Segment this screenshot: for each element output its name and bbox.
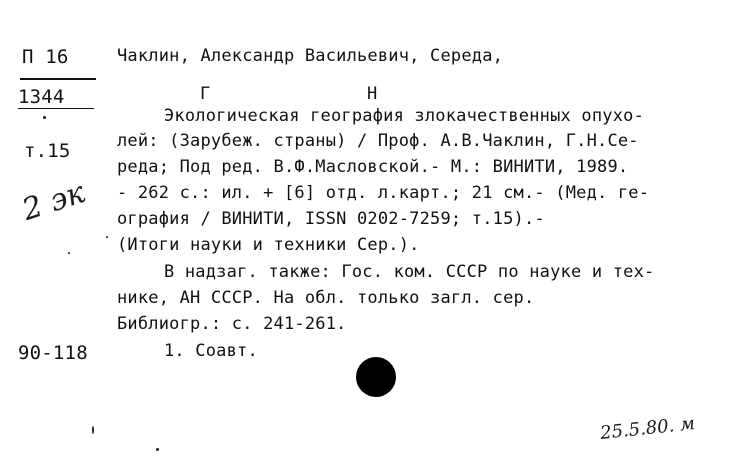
author-initial-n: Н bbox=[367, 84, 378, 104]
entry-line: - 262 с.: ил. + [6] отд. л.карт.; 21 см.- (Мед. ге- bbox=[117, 183, 650, 203]
scan-speck bbox=[156, 448, 159, 451]
call-number-underline bbox=[18, 108, 94, 109]
handwritten-price: 25.5.80. м bbox=[599, 413, 696, 444]
card-punch-hole bbox=[356, 357, 396, 397]
entry-line: реда; Под ред. В.Ф.Масловской.- М.: ВИНИТИ, 1989. bbox=[117, 157, 629, 177]
entry-line: Библиогр.: с. 241-261. bbox=[117, 314, 347, 334]
scan-speck bbox=[68, 252, 70, 254]
entry-line: нике, АН СССР. На обл. только загл. сер. bbox=[117, 288, 535, 308]
author-initial-g: Г bbox=[200, 84, 211, 104]
entry-line: В надзаг. также: Гос. ком. СССР по науке и тех- bbox=[164, 262, 655, 282]
tracing-line: 1. Соавт. bbox=[164, 341, 258, 361]
shelf-mark: П 16 bbox=[22, 46, 69, 68]
call-number: 1344 bbox=[18, 86, 65, 108]
handwritten-copies: 2 эк bbox=[18, 175, 90, 228]
volume-number: т.15 bbox=[24, 140, 71, 162]
scan-speck bbox=[106, 236, 108, 238]
entry-line: ография / ВИНИТИ, ISSN 0202-7259; т.15).- bbox=[117, 209, 545, 229]
scan-speck bbox=[43, 116, 46, 119]
entry-line: лей: (Зарубеж. страны) / Проф. А.В.Чаклин, Г.Н.Се- bbox=[117, 131, 639, 151]
author-heading: Чаклин, Александр Васильевич, Середа, bbox=[117, 46, 504, 66]
call-number-divider bbox=[20, 78, 96, 80]
accession-number: 90-118 bbox=[18, 342, 88, 364]
scan-speck bbox=[92, 426, 94, 434]
entry-line: (Итоги науки и техники Сер.). bbox=[117, 235, 420, 255]
entry-line: Экологическая география злокачественных опухо- bbox=[164, 106, 645, 126]
